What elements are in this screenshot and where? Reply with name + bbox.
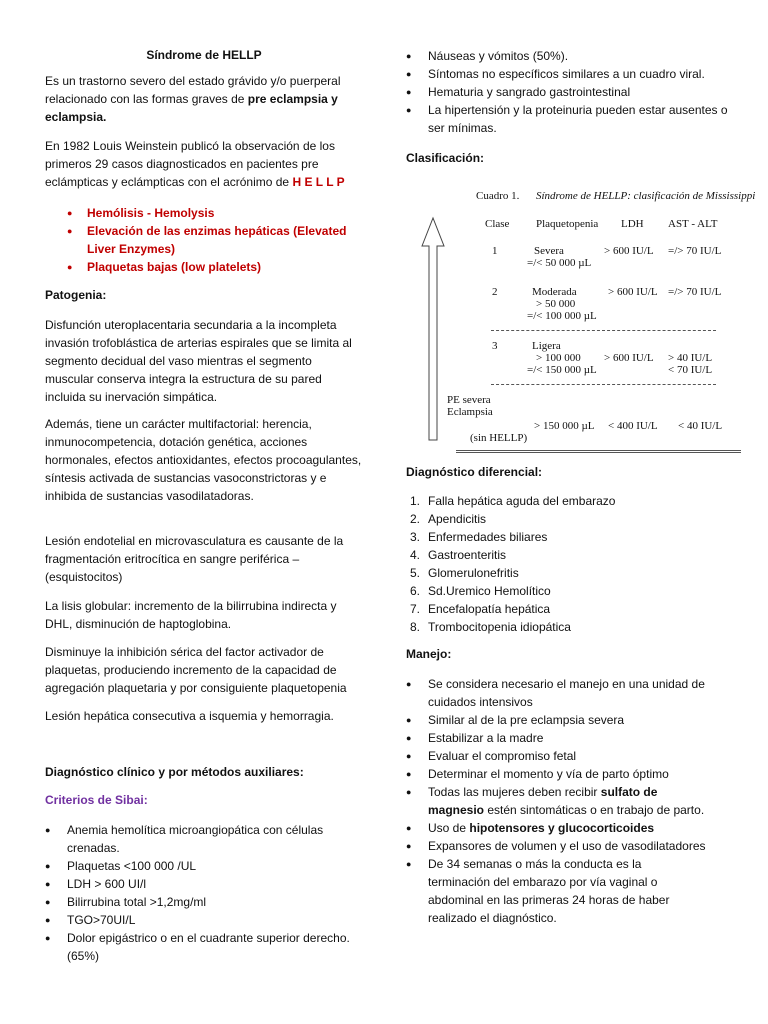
list-item: ● Estabilizar a la madre <box>406 729 706 747</box>
table-cell: =/< 100 000 µL <box>527 310 597 322</box>
table-cell: < 70 IU/L <box>668 364 713 376</box>
list-item: ● Plaquetas bajas (low platelets) <box>45 258 363 276</box>
acronym: H E L L P <box>292 175 345 189</box>
list-item: 6. Sd.Uremico Hemolítico <box>409 584 551 598</box>
list-item: ● Náuseas y vómitos (50%). <box>406 47 731 65</box>
patogenia-paragraph-4: La lisis globular: incremento de la bilirrubina indirecta y DHL, disminución de haptoglobina. <box>45 599 337 631</box>
list-item: ● Determinar el momento y vía de parto óptimo <box>406 765 706 783</box>
table-cell: 1 <box>492 245 498 257</box>
list-item: 5. Glomerulonefritis <box>409 566 519 580</box>
patogenia-paragraph-5: Disminuye la inhibición sérica del factor activador de plaquetas, produciendo incremento de la capacidad de agregación plaquetaria y por consiguiente plaquetopenia <box>45 645 347 695</box>
table-cell: Moderada <box>532 286 577 298</box>
manejo-heading: Manejo: <box>406 647 452 661</box>
diferencial-heading: Diagnóstico diferencial: <box>406 465 543 479</box>
table-header: Plaquetopenia <box>536 218 599 230</box>
patogenia-paragraph-6: Lesión hepática consecutiva a isquemia y hemorragia. <box>45 709 334 723</box>
list-item: ● De 34 semanas o más la conducta es la terminación del embarazo por vía vaginal o abdominal en las primeras 24 horas de haber realizado el diagnóstico. <box>406 855 706 927</box>
list-item: ● Uso de hipotensores y glucocorticoides <box>406 819 706 837</box>
table-cell: > 600 IU/L <box>608 286 658 298</box>
table-cell: =/> 70 IU/L <box>668 245 722 257</box>
intro-bold: pre eclampsia y eclampsia. <box>45 92 338 124</box>
table-cell: > 100 000 <box>536 352 581 364</box>
table-cell: Ligera <box>532 340 561 352</box>
table-cell: > 150 000 µL <box>534 420 595 432</box>
table-cell: 3 <box>492 340 498 352</box>
table-cell: > 600 IU/L <box>604 352 654 364</box>
list-item: ● LDH > 600 UI/l <box>45 875 363 893</box>
patogenia-paragraph-3: Lesión endotelial en microvasculatura es causante de la fragmentación eritrocítica en sangre periférica – (esquistocitos) <box>45 534 344 584</box>
table-cell: (sin HELLP) <box>470 432 528 444</box>
list-item: ● Se considera necesario el manejo en una unidad de cuidados intensivos <box>406 675 706 711</box>
symptoms-list <box>406 47 731 137</box>
intro-paragraph <box>45 72 363 126</box>
list-item: 4. Gastroenteritis <box>409 548 507 562</box>
table-cell: =/> 70 IU/L <box>668 286 722 298</box>
table-cell: Eclampsia <box>447 406 493 418</box>
list-item: ● Síntomas no específicos similares a un cuadro viral. <box>406 65 731 83</box>
list-item: ● Elevación de las enzimas hepáticas (Elevated Liver Enzymes) <box>45 222 363 258</box>
patogenia-paragraph-1: Disfunción uteroplacentaria secundaria a la incompleta invasión trofoblástica de arterias espirales que se limita al segmento decidual del vaso mientras el segmento muscular conserva integra la estructura de su pared incluida su inervación simpática. <box>45 318 352 404</box>
list-item: ● Evaluar el compromiso fetal <box>406 747 706 765</box>
table-cell: > 40 IU/L <box>668 352 713 364</box>
list-item: ● Hematuria y sangrado gastrointestinal <box>406 83 731 101</box>
list-item: ● La hipertensión y la proteinuria pueden estar ausentes o ser mínimas. <box>406 101 731 137</box>
severity-arrow-icon <box>420 216 446 442</box>
table-cell: Severa <box>534 245 564 257</box>
table-caption-title: Síndrome de HELLP: clasificación de Mississippi <box>536 190 756 202</box>
diagnostico-heading: Diagnóstico clínico y por métodos auxiliares: <box>45 765 304 779</box>
list-item: 3. Enfermedades biliares <box>409 530 548 544</box>
clasificacion-heading: Clasificación: <box>406 151 485 165</box>
patogenia-heading: Patogenia: <box>45 288 107 302</box>
classification-table <box>406 180 756 455</box>
list-item: 8. Trombocitopenia idiopática <box>409 620 571 634</box>
list-item: 2. Apendicitis <box>409 512 487 526</box>
divider <box>491 330 716 331</box>
table-header: AST - ALT <box>668 218 718 230</box>
page-title: Síndrome de HELLP <box>146 48 262 62</box>
list-item: ● Expansores de volumen y el uso de vasodilatadores <box>406 837 706 855</box>
table-header: Clase <box>485 218 510 230</box>
table-cell: < 400 IU/L <box>608 420 658 432</box>
table-cell: 2 <box>492 286 498 298</box>
history-text: En 1982 Louis Weinstein publicó la observación de los primeros 29 casos diagnosticados en pacientes pre eclámpticas y eclámpticas con el acrónimo de <box>45 139 335 189</box>
intro-text: Es un trastorno severo del estado grávido y/o puerperal relacionado con las formas graves de <box>45 74 341 106</box>
table-bottom-rule <box>456 450 741 453</box>
list-item: 1. Falla hepática aguda del embarazo <box>409 494 616 508</box>
table-cell: =/< 150 000 µL <box>527 364 597 376</box>
table-cell: < 40 IU/L <box>678 420 723 432</box>
list-item: ● Similar al de la pre eclampsia severa <box>406 711 706 729</box>
divider <box>491 384 716 385</box>
table-caption-label: Cuadro 1. <box>476 190 520 202</box>
list-item: ● Anemia hemolítica microangiopática con células crenadas. <box>45 821 363 857</box>
table-cell: > 50 000 <box>536 298 576 310</box>
list-item: ● Bilirrubina total >1,2mg/ml <box>45 893 363 911</box>
diferencial-list <box>406 492 731 636</box>
list-item: ● Todas las mujeres deben recibir sulfato de magnesio estén sintomáticas o en trabajo de parto. <box>406 783 706 819</box>
history-paragraph <box>45 137 363 191</box>
sibai-heading: Criterios de Sibai: <box>45 793 148 807</box>
table-cell: > 600 IU/L <box>604 245 654 257</box>
table-cell: =/< 50 000 µL <box>527 257 592 269</box>
list-item: ● Hemólisis - Hemolysis <box>45 204 363 222</box>
list-item: ● TGO>70UI/L <box>45 911 363 929</box>
list-item: ● Dolor epigástrico o en el cuadrante superior derecho. (65%) <box>45 929 363 965</box>
list-item: 7. Encefalopatía hepática <box>409 602 551 616</box>
hellp-list <box>45 204 363 276</box>
table-cell: PE severa <box>447 394 491 406</box>
sibai-criteria-list <box>45 821 363 965</box>
list-item: ● Plaquetas <100 000 /UL <box>45 857 363 875</box>
manejo-list <box>406 675 706 927</box>
patogenia-paragraph-2: Además, tiene un carácter multifactorial: herencia, inmunocompetencia, dotación genética, acciones hormonales, efectos antioxidantes, efectos procoagulantes, síntesis activada de sustancias vasoconstrictoras y e inhibida de sustancias vasodilatadoras. <box>45 417 362 503</box>
table-header: LDH <box>621 218 644 230</box>
